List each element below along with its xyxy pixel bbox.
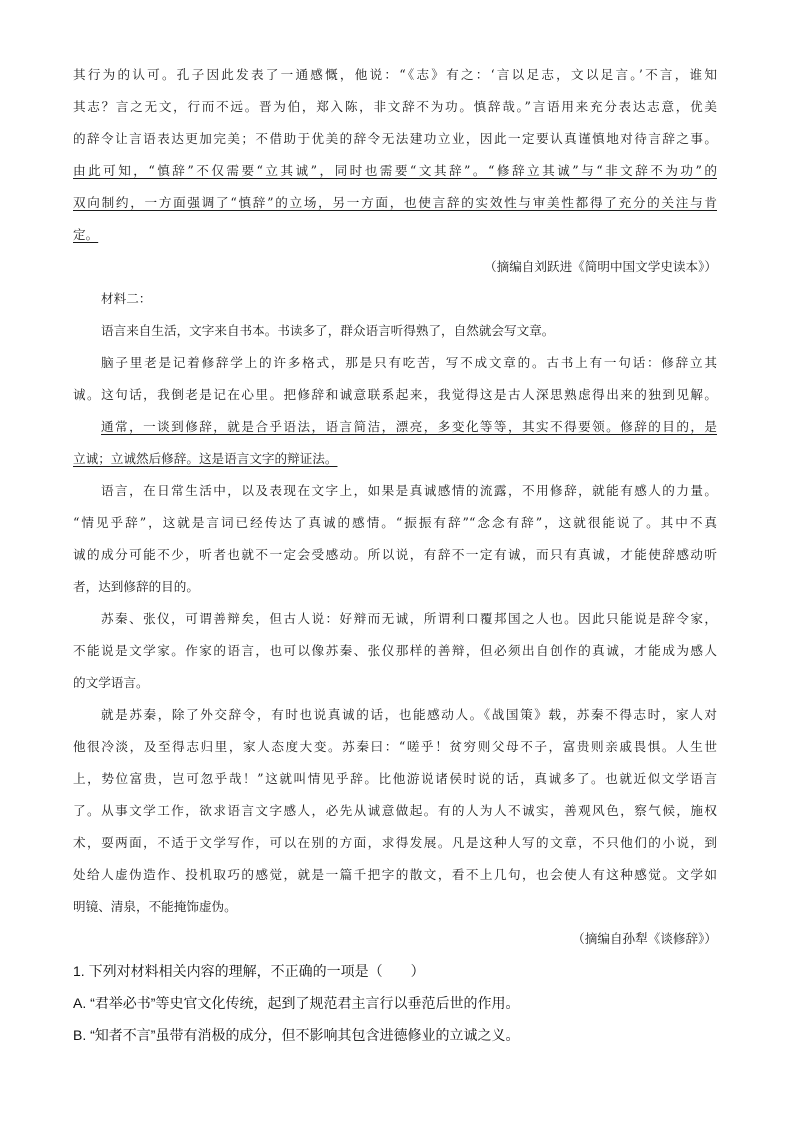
question-option-b: B. “知者不言”虽带有消极的成分，但不影响其包含进德修业的立诚之义。 — [73, 1027, 520, 1043]
material2-line: “情见乎辞”，这就是言词已经传达了真诚的感情。“振振有辞”“念念有辞”，这就很能说了。其中不真 — [73, 515, 717, 530]
material1-line: 的辞令让言语表达更加完美；不借助于优美的辞令无法建功立业，因此一定要认真谨慎地对待言辞之事。 — [73, 131, 717, 146]
material2-line-underlined: 通常，一谈到修辞，就是合乎语法，语言简洁，漂亮，多变化等等，其实不得要领。修辞的目的，是 — [101, 419, 717, 434]
material2-line-underlined: 立诚；立诚然后修辞。这是语言文字的辩证法。 — [73, 451, 338, 466]
material2-source: （摘编自孙犁《谈修辞》） — [572, 931, 717, 946]
material1-line: 其行为的认可。孔子因此发表了一通感慨，他说：“《志》有之：‘言以足志，文以足言。’不言，谁知 — [73, 67, 717, 82]
material1-line-underlined: 由此可知，“慎辞”不仅需要“立其诚”，同时也需要“文其辞”。“修辞立其诚”与“非文辞不为功”的 — [73, 163, 717, 178]
material2-line: 处给人虚伪造作、投机取巧的感觉，就是一篇千把字的散文，看不上几句，也会使人有这种感觉。文学如 — [73, 867, 717, 882]
material2-line: 的文学语言。 — [73, 675, 149, 690]
material2-heading: 材料二： — [101, 291, 152, 306]
material2-line: 诚。这句话，我倒老是记在心里。把修辞和诚意联系起来，我觉得这是古人深思熟虑得出来的独到见解。 — [73, 387, 717, 402]
material2-line: 他很冷淡，及至得志归里，家人态度大变。苏秦曰：“嗟乎！贫穷则父母不子，富贵则亲戚畏惧。人生世 — [73, 739, 717, 754]
material2-line: 诚的成分可能不少，听者也就不一定会受感动。所以说，有辞不一定有诚，而只有真诚，才能使辞感动听 — [73, 547, 717, 562]
material1-line: 其志？言之无文，行而不远。晋为伯，郑入陈，非文辞不为功。慎辞哉。”言语用来充分表达志意，优美 — [73, 99, 717, 114]
material2-line: 上，势位富贵，岂可忽乎哉！”这就叫情见乎辞。比他游说诸侯时说的话，真诚多了。也就近似文学语言 — [73, 771, 717, 786]
material2-line: 者，达到修辞的目的。 — [73, 579, 199, 594]
material2-line: 语言，在日常生活中，以及表现在文字上，如果是真诚感情的流露，不用修辞，就能有感人的力量。 — [101, 483, 717, 498]
material2-line: 了。从事文学工作，欲求语言文字感人，必先从诚意做起。有的人为人不诚实，善观风色，察气候，施权 — [73, 803, 717, 818]
material2-line: 术，耍两面，不适于文学写作，可以在别的方面，求得发展。凡是这种人写的文章，不只他们的小说，到 — [73, 835, 717, 850]
material2-line: 语言来自生活，文字来自书本。书读多了，群众语言听得熟了，自然就会写文章。 — [101, 323, 555, 338]
material1-line-underlined: 双向制约，一方面强调了“慎辞”的立场，另一方面，也使言辞的实效性与审美性都得了充分的关注与肯 — [73, 195, 717, 210]
material1-line-underlined: 定。 — [73, 227, 99, 242]
question-stem: 1. 下列对材料相关内容的理解，不正确的一项是（ ） — [73, 963, 425, 979]
question-option-a: A. “君举必书”等史官文化传统，起到了规范君主言行以垂范后世的作用。 — [73, 995, 520, 1011]
material1-source: （摘编自刘跃进《简明中国文学史读本》） — [484, 259, 717, 274]
material2-line: 不能说是文学家。作家的语言，也可以像苏秦、张仪那样的善辩，但必须出自创作的真诚，才能成为感人 — [73, 643, 717, 658]
material2-line: 苏秦、张仪，可谓善辩矣，但古人说：好辩而无诚，所谓利口覆邦国之人也。因此只能说是辞令家， — [101, 611, 717, 626]
material2-line: 就是苏秦，除了外交辞令，有时也说真诚的话，也能感动人。《战国策》载，苏秦不得志时，家人对 — [101, 707, 717, 722]
material2-line: 脑子里老是记着修辞学上的许多格式，那是只有吃苦，写不成文章的。古书上有一句话：修辞立其 — [101, 355, 717, 370]
material2-line: 明镜、清泉，不能掩饰虚伪。 — [73, 899, 237, 914]
